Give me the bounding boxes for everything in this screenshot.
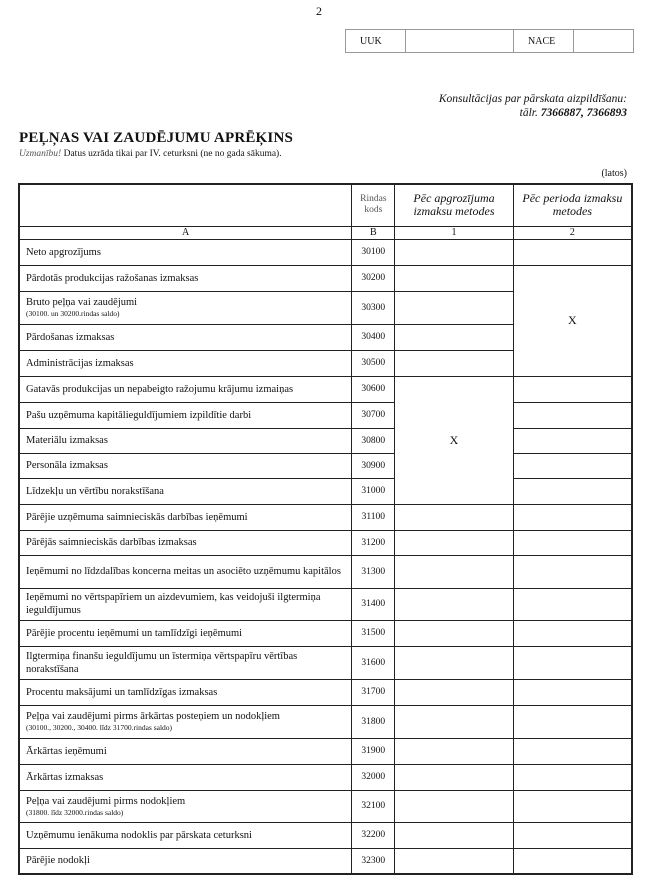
row-code: 31000 bbox=[352, 478, 395, 504]
row-label bbox=[19, 291, 352, 324]
note-text: Datus uzrāda tikai par IV. ceturksni (ne no gada sākuma). bbox=[63, 149, 282, 159]
table-row bbox=[19, 265, 632, 291]
col2-input[interactable] bbox=[513, 478, 632, 504]
table-row bbox=[19, 376, 632, 402]
col1-input[interactable] bbox=[395, 790, 513, 822]
row-code: 31800 bbox=[352, 705, 395, 738]
col1-input[interactable] bbox=[395, 324, 513, 350]
row-label bbox=[19, 705, 352, 738]
letter-2: 2 bbox=[513, 226, 632, 239]
row-code: 30400 bbox=[352, 324, 395, 350]
col2-input[interactable] bbox=[513, 822, 632, 848]
table-row bbox=[19, 530, 632, 555]
col1-input[interactable] bbox=[395, 265, 513, 291]
header-col1: Pēc apgrozījuma izmaksu metodes bbox=[395, 184, 513, 226]
phone-numbers: 7366887, 7366893 bbox=[540, 107, 627, 119]
row-label bbox=[19, 239, 352, 265]
consultation-text: Konsultācijas par pārskata aizpildīšanu: bbox=[438, 93, 627, 105]
row-label bbox=[19, 848, 352, 874]
row-code: 31200 bbox=[352, 530, 395, 555]
row-code: 31300 bbox=[352, 555, 395, 588]
row-label-text: Līdzekļu un vērtību norakstīšana bbox=[26, 485, 164, 497]
row-code: 30600 bbox=[352, 376, 395, 402]
col1-input[interactable] bbox=[395, 555, 513, 588]
row-label bbox=[19, 350, 352, 376]
col1-input[interactable] bbox=[395, 679, 513, 705]
col1-input[interactable] bbox=[395, 588, 513, 620]
row-code: 30700 bbox=[352, 402, 395, 428]
header-col2: Pēc perioda izmaksu metodes bbox=[513, 184, 632, 226]
row-code: 30900 bbox=[352, 453, 395, 478]
row-label-text: Materiālu izmaksas bbox=[26, 435, 108, 446]
col2-input[interactable] bbox=[513, 620, 632, 646]
row-label bbox=[19, 428, 352, 453]
table-row bbox=[19, 738, 632, 764]
table-row bbox=[19, 620, 632, 646]
row-label bbox=[19, 376, 352, 402]
row-label bbox=[19, 588, 352, 620]
col2-input[interactable] bbox=[513, 376, 632, 402]
row-label-text: Pārdotās produkcijas ražošanas izmaksas bbox=[26, 272, 199, 284]
letter-b: B bbox=[352, 226, 395, 239]
row-label bbox=[19, 504, 352, 530]
page-title: PEĻŅAS VAI ZAUDĒJUMU APRĒĶINS bbox=[19, 130, 294, 146]
note-attention: Uzmanību! bbox=[19, 149, 62, 159]
table-row bbox=[19, 402, 632, 428]
row-code: 31600 bbox=[352, 646, 395, 679]
col2-input[interactable] bbox=[513, 705, 632, 738]
row-label-text: Ilgtermiņa finanšu ieguldījumu un īstermiņa vērtspapīru vērtības norakstīšana bbox=[26, 650, 298, 675]
uuk-label: UUK bbox=[346, 30, 406, 53]
table-row bbox=[19, 239, 632, 265]
row-label bbox=[19, 402, 352, 428]
row-label-text: Ieņēmumi no vērtspapīriem un aizdevumiem, kas veidojuši ilgtermiņa ieguldījumus bbox=[26, 592, 321, 616]
table-row bbox=[19, 705, 632, 738]
row-label bbox=[19, 530, 352, 555]
row-label-text: Peļņa vai zaudējumi pirms ārkārtas posteņiem un nodokļiem bbox=[26, 711, 280, 722]
uuk-field[interactable] bbox=[406, 30, 514, 53]
col1-input[interactable] bbox=[395, 530, 513, 555]
row-label-text: Uzņēmumu ienākuma nodoklis par pārskata ceturksni bbox=[26, 829, 252, 841]
row-label-text: Procentu maksājumi un tamlīdzīgas izmaksas bbox=[26, 686, 218, 698]
col2-input[interactable] bbox=[513, 453, 632, 478]
row-label-text: Pārējie nodokļi bbox=[26, 855, 90, 867]
row-label bbox=[19, 679, 352, 705]
col1-input[interactable] bbox=[395, 504, 513, 530]
row-label bbox=[19, 453, 352, 478]
col2-input[interactable] bbox=[513, 428, 632, 453]
col2-input[interactable] bbox=[513, 764, 632, 790]
row-code: 30200 bbox=[352, 265, 395, 291]
row-code: 31500 bbox=[352, 620, 395, 646]
row-label bbox=[19, 324, 352, 350]
table-row bbox=[19, 679, 632, 705]
col1-input[interactable] bbox=[395, 822, 513, 848]
table-row bbox=[19, 822, 632, 848]
row-sublabel: (30100. un 30200.rindas saldo) bbox=[26, 309, 120, 318]
row-label bbox=[19, 646, 352, 679]
col1-input[interactable] bbox=[395, 239, 513, 265]
col2-na-cell: X bbox=[513, 265, 632, 376]
table-row bbox=[19, 764, 632, 790]
classification-codes bbox=[345, 29, 634, 53]
col1-input[interactable] bbox=[395, 646, 513, 679]
row-code: 30100 bbox=[352, 239, 395, 265]
col2-input[interactable] bbox=[513, 738, 632, 764]
row-label-text: Gatavās produkcijas un nepabeigto ražojumu krājumu izmaiņas bbox=[26, 383, 294, 395]
row-label-text: Pārdošanas izmaksas bbox=[26, 331, 115, 343]
row-label bbox=[19, 265, 352, 291]
row-code: 31400 bbox=[352, 588, 395, 620]
col1-input[interactable] bbox=[395, 705, 513, 738]
col2-input[interactable] bbox=[513, 679, 632, 705]
table-row bbox=[19, 588, 632, 620]
col2-input[interactable] bbox=[513, 402, 632, 428]
row-label-text: Ieņēmumi no līdzdalības koncerna meitas un asociēto uzņēmumu kapitālos bbox=[26, 566, 341, 577]
letter-a: A bbox=[19, 226, 352, 239]
table-row bbox=[19, 428, 632, 453]
row-label-text: Pārējās saimnieciskās darbības izmaksas bbox=[26, 537, 197, 548]
col1-input[interactable] bbox=[395, 350, 513, 376]
table-row bbox=[19, 646, 632, 679]
page-number: 2 bbox=[316, 4, 322, 18]
table-row bbox=[19, 504, 632, 530]
table-row bbox=[19, 453, 632, 478]
nace-label: NACE bbox=[514, 30, 574, 53]
row-code: 30300 bbox=[352, 291, 395, 324]
col2-input[interactable] bbox=[513, 848, 632, 874]
phone-prefix: tālr. bbox=[519, 107, 538, 119]
row-code: 31100 bbox=[352, 504, 395, 530]
header-code: Rindas kods bbox=[352, 184, 395, 226]
col2-input[interactable] bbox=[513, 790, 632, 822]
nace-field[interactable] bbox=[574, 30, 634, 53]
currency-unit: (latos) bbox=[601, 168, 627, 179]
header-label bbox=[19, 184, 352, 226]
col2-input[interactable] bbox=[513, 504, 632, 530]
row-label bbox=[19, 555, 352, 588]
row-label-text: Personāla izmaksas bbox=[26, 460, 108, 471]
row-label bbox=[19, 790, 352, 822]
row-label-text: Ārkārtas izmaksas bbox=[26, 771, 104, 783]
row-code: 30800 bbox=[352, 428, 395, 453]
table-row bbox=[19, 848, 632, 874]
row-label bbox=[19, 764, 352, 790]
col2-input[interactable] bbox=[513, 588, 632, 620]
row-label-text: Pašu uzņēmuma kapitālieguldījumiem izpildītie darbi bbox=[26, 409, 252, 421]
row-label-text: Pārējie uzņēmuma saimnieciskās darbības ieņēmumi bbox=[26, 511, 248, 523]
row-label-text: Neto apgrozījums bbox=[26, 246, 101, 258]
row-code: 32000 bbox=[352, 764, 395, 790]
row-label-text: Ārkārtas ieņēmumi bbox=[26, 745, 107, 757]
row-label bbox=[19, 822, 352, 848]
row-label bbox=[19, 620, 352, 646]
row-label-text: Peļņa vai zaudējumi pirms nodokļiem bbox=[26, 795, 186, 807]
row-label bbox=[19, 738, 352, 764]
row-sublabel: (30100., 30200., 30400. līdz 31700.rindas saldo) bbox=[26, 723, 173, 732]
table-row bbox=[19, 555, 632, 588]
row-code: 31700 bbox=[352, 679, 395, 705]
row-code: 30500 bbox=[352, 350, 395, 376]
col1-input[interactable] bbox=[395, 620, 513, 646]
col2-input[interactable] bbox=[513, 555, 632, 588]
row-label bbox=[19, 478, 352, 504]
col2-input[interactable] bbox=[513, 646, 632, 679]
col1-input[interactable] bbox=[395, 764, 513, 790]
table-row bbox=[19, 790, 632, 822]
row-code: 32100 bbox=[352, 790, 395, 822]
row-sublabel: (31800. līdz 32000.rindas saldo) bbox=[26, 807, 124, 817]
row-code: 32300 bbox=[352, 848, 395, 874]
col2-input[interactable] bbox=[513, 239, 632, 265]
note bbox=[19, 149, 282, 159]
income-statement-table bbox=[18, 183, 633, 875]
col1-na-cell: X bbox=[395, 376, 513, 504]
row-label-text: Bruto peļņa vai zaudējumi bbox=[26, 297, 138, 308]
col1-input[interactable] bbox=[395, 738, 513, 764]
col1-input[interactable] bbox=[395, 291, 513, 324]
row-label-text: Pārējie procentu ieņēmumi un tamlīdzīgi ieņēmumi bbox=[26, 627, 243, 639]
col1-input[interactable] bbox=[395, 848, 513, 874]
table-row bbox=[19, 478, 632, 504]
row-code: 31900 bbox=[352, 738, 395, 764]
consultation-info bbox=[439, 92, 627, 120]
row-label-text: Administrācijas izmaksas bbox=[26, 357, 134, 369]
col2-input[interactable] bbox=[513, 530, 632, 555]
row-code: 32200 bbox=[352, 822, 395, 848]
letter-1: 1 bbox=[395, 226, 513, 239]
